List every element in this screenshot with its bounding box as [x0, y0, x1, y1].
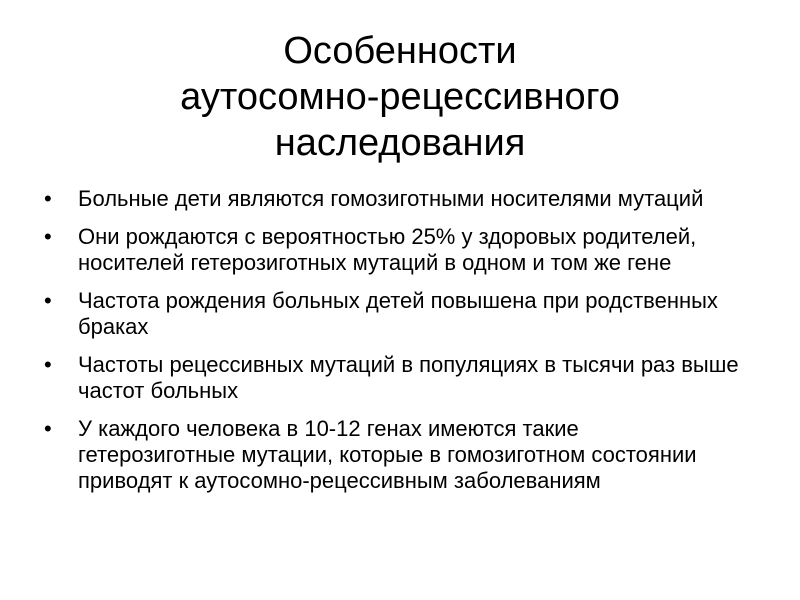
title-line-3: наследования	[274, 122, 526, 164]
bullet-item	[42, 416, 742, 494]
bullet-text: У каждого человека в 10-12 генах имеются такие гетерозиготные мутации, которые в гомозиготном состоянии приводят к аутосомно-рецессивным заболеваниям	[78, 416, 697, 493]
bullet-icon: •	[44, 186, 52, 211]
bullet-icon: •	[44, 352, 52, 377]
bullet-icon: •	[44, 288, 52, 313]
bullet-item	[42, 186, 742, 212]
bullet-text: Частота рождения больных детей повышена при родственных браках	[78, 288, 718, 339]
bullet-icon: •	[44, 224, 52, 249]
title-line-1: Особенности	[283, 30, 517, 72]
bullet-text: Частоты рецессивных мутаций в популяциях в тысячи раз выше частот больных	[78, 352, 739, 403]
slide-title	[60, 28, 740, 166]
bullet-list	[42, 186, 742, 506]
bullet-icon: •	[44, 416, 52, 441]
bullet-item	[42, 288, 742, 340]
bullet-item	[42, 352, 742, 404]
title-line-2: аутосомно-рецессивного	[180, 76, 620, 118]
bullet-item	[42, 224, 742, 276]
bullet-text: Они рождаются с вероятностью 25% у здоровых родителей, носителей гетерозиготных мутаций в одном и том же гене	[78, 224, 697, 275]
bullet-text: Больные дети являются гомозиготными носителями мутаций	[78, 186, 704, 211]
